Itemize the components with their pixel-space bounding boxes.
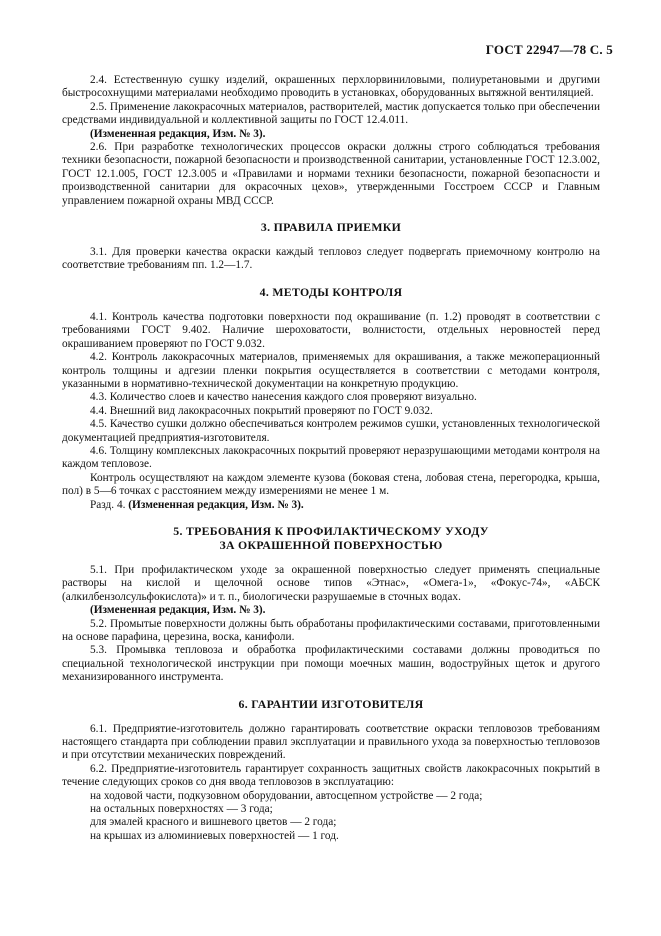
section-3-heading: 3. ПРАВИЛА ПРИЕМКИ: [260, 220, 402, 235]
paragraph-5-1: 5.1. При профилактическом уходе за окрашенной поверхностью следует применять специальные растворы на кислой и щелочной основе типов «Этнас», «Омега-1», «Фокус-74», «АБСК (алкилбензолсульфокислота)» и т. п., биологически разрушаемые в сточных водах.: [62, 563, 600, 603]
document-body: [62, 74, 600, 843]
paragraph-3-1: 3.1. Для проверки качества окраски каждый тепловоз следует подвергать приемочному контролю на соответствие требованиям пп. 1.2—1.7.: [62, 246, 600, 272]
section-4-title: [62, 285, 600, 299]
list-item: на остальных поверхностях — 3 года;: [90, 803, 273, 816]
section-4-ref: Разд. 4.: [90, 498, 126, 511]
paragraph-2-6: 2.6. При разработке технологических процессов окраски должны строго соблюдаться требования техники безопасности, пожарной безопасности и производственной санитарии, установленные ГОСТ 12.3.002, ГОСТ 12.1.005, ГОСТ 12.3.005 и «Правилами и нормами техники безопасности, пожарной безопасности и производственной санитарии для окрасочных цехов», утвержденными Госстроем СССР и Главным управлением пожарной охраны МВД СССР.: [62, 141, 600, 207]
list-item: для эмалей красного и вишневого цветов — 2 года;: [90, 816, 337, 829]
section-4-amendment-note: (Измененная редакция, Изм. № 3).: [128, 498, 304, 511]
section-6-title: [62, 697, 600, 711]
page-header: ГОСТ 22947—78 С. 5: [485, 42, 613, 57]
section-5-heading-line-2: ЗА ОКРАШЕННОЙ ПОВЕРХНОСТЬЮ: [219, 537, 443, 552]
list-item: на ходовой части, подкузовном оборудовании, автосцепном устройстве — 2 года;: [90, 789, 483, 802]
section-4-amendment: [62, 499, 600, 512]
paragraph-4-6: 4.6. Толщину комплексных лакокрасочных покрытий проверяют неразрушающими методами контроля на каждом тепловозе.: [62, 444, 600, 471]
paragraph-6-2: 6.2. Предприятие-изготовитель гарантирует сохранность защитных свойств лакокрасочных покрытий в течение следующих сроков со дня ввода тепловозов в эксплуатацию:: [62, 762, 600, 789]
section-6-heading: 6. ГАРАНТИИ ИЗГОТОВИТЕЛЯ: [238, 696, 424, 711]
paragraph-4-3: 4.3. Количество слоев и качество нанесения каждого слоя проверяют визуально.: [90, 391, 477, 404]
section-5-title: [62, 524, 600, 552]
paragraph-4-6-control: Контроль осуществляют на каждом элементе кузова (боковая стена, лобовая стена, перегородка, крыша, пол) в 5—6 точках с расстоянием между измерениями не менее 1 м.: [62, 471, 600, 498]
paragraph-5-2: 5.2. Промытые поверхности должны быть обработаны профилактическими составами, приготовленными на основе парафина, церезина, воска, канифоли.: [62, 617, 600, 643]
paragraph-6-1: 6.1. Предприятие-изготовитель должно гарантировать соответствие окраски тепловозов требованиям настоящего стандарта при соблюдении правил эксплуатации и правильного ухода за поверхностью тепловозов и при отсутствии механических повреждений.: [62, 722, 600, 762]
section-3-title: [62, 220, 600, 234]
amendment-note: (Измененная редакция, Изм. № 3).: [90, 127, 266, 140]
list-item: на крышах из алюминиевых поверхностей — 1 год.: [90, 829, 339, 842]
paragraph-4-4: 4.4. Внешний вид лакокрасочных покрытий проверяют по ГОСТ 9.032.: [90, 404, 433, 417]
section-4-heading: 4. МЕТОДЫ КОНТРОЛЯ: [259, 284, 403, 299]
amendment-note-5-1: (Измененная редакция, Изм. № 3).: [90, 604, 266, 617]
paragraph-2-4: 2.4. Естественную сушку изделий, окрашенных перхлорвиниловыми, полиуретановыми и другими быстросохнущими материалами необходимо проводить в установках, оборудованных вытяжной вентиляцией.: [62, 74, 600, 100]
paragraph-4-5: 4.5. Качество сушки должно обеспечиваться контролем режимов сушки, установленных технологической документацией предприятия-изготовителя.: [62, 418, 600, 444]
paragraph-4-1: 4.1. Контроль качества подготовки поверхности под окрашивание (п. 1.2) проводят в соответствии с требованиями ГОСТ 9.402. Наличие шероховатости, волнистости, отдельных неровностей перед окрашиванием проверяют по ГОСТ 9.032.: [62, 310, 600, 350]
section-5-heading-line-1: 5. ТРЕБОВАНИЯ К ПРОФИЛАКТИЧЕСКОМУ УХОДУ: [173, 523, 489, 538]
paragraph-4-2: 4.2. Контроль лакокрасочных материалов, применяемых для окрашивания, а также межоперационный контроль толщины и адгезии пленки покрытия осуществляется в соответствии с методами контроля, указанными в нормативно-технической документации на конкретную продукцию.: [62, 351, 600, 390]
paragraph-5-3: 5.3. Промывка тепловоза и обработка профилактическими составами должны проводиться по специальной технологической инструкции при помощи моечных машин, водоструйных щеток и другого механизированного инструмента.: [62, 644, 600, 684]
paragraph-2-5: 2.5. Применение лакокрасочных материалов, растворителей, мастик допускается только при обеспечении средствами индивидуальной и коллективной защиты по ГОСТ 12.4.011.: [62, 100, 600, 127]
